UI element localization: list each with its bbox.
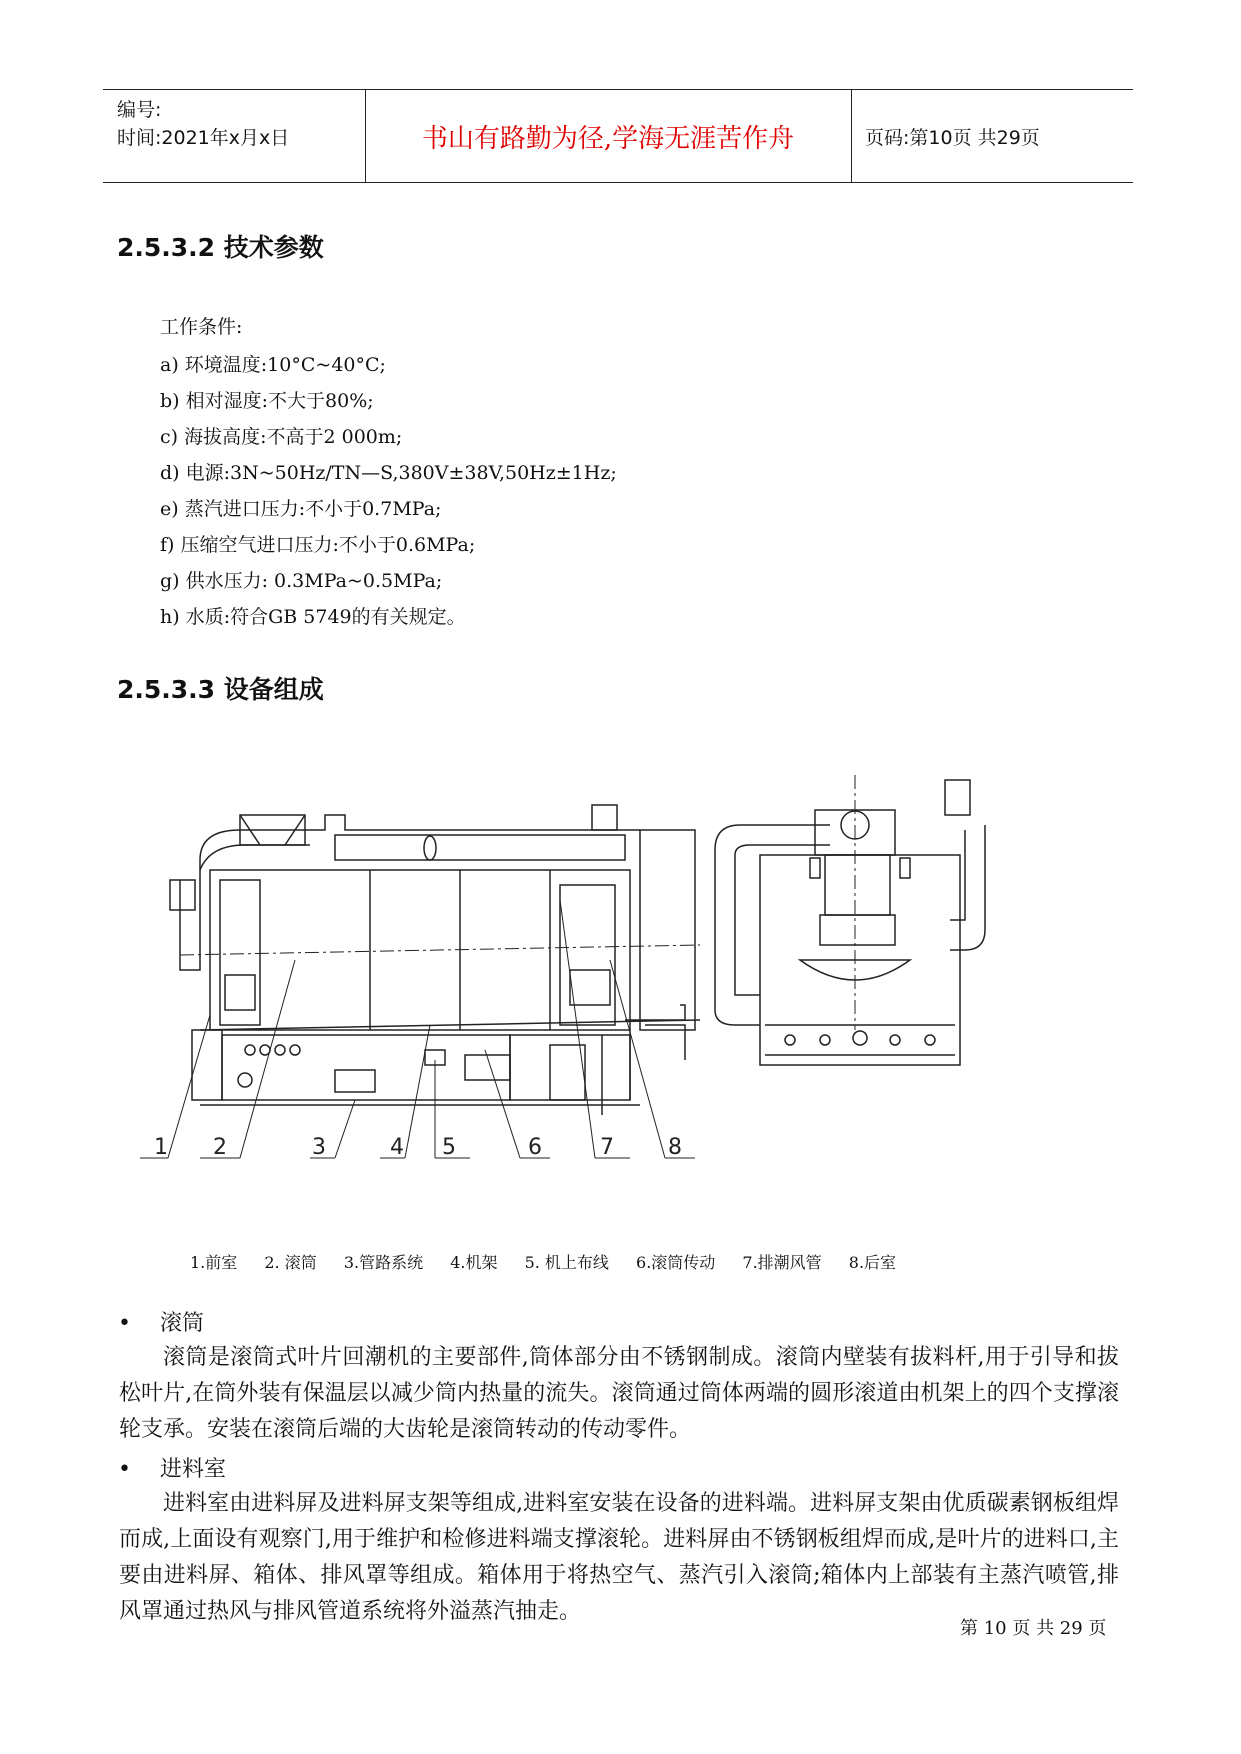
header-divider bbox=[365, 90, 366, 182]
conditions-heading: 工作条件: bbox=[160, 316, 243, 338]
condition-item: g) 供水压力: 0.3MPa~0.5MPa; bbox=[160, 570, 443, 592]
header-divider bbox=[851, 90, 852, 182]
condition-item: a) 环境温度:10°C~40°C; bbox=[160, 354, 386, 376]
callout-number: 2 bbox=[213, 1135, 227, 1160]
bullet-label: 进料室 bbox=[160, 1457, 227, 1482]
condition-item: d) 电源:3N~50Hz/TN—S,380V±38V,50Hz±1Hz; bbox=[160, 462, 617, 484]
section-title-equipment: 2.5.3.3 设备组成 bbox=[117, 675, 324, 704]
caption-item: 5. 机上布线 bbox=[524, 1253, 609, 1272]
header-page-info: 页码:第10页 共29页 bbox=[865, 127, 1040, 149]
bullet-drum bbox=[118, 1306, 204, 1337]
condition-item: e) 蒸汽进口压力:不小于0.7MPa; bbox=[160, 498, 442, 520]
caption-item: 3.管路系统 bbox=[343, 1253, 424, 1272]
bullet-label: 滚筒 bbox=[160, 1311, 205, 1336]
page-header bbox=[103, 89, 1133, 183]
caption-item: 6.滚筒传动 bbox=[636, 1253, 716, 1272]
callout-number: 5 bbox=[442, 1135, 456, 1160]
end-view bbox=[715, 775, 985, 1065]
caption-item: 1.前室 bbox=[190, 1253, 238, 1272]
bullet-dot: • bbox=[118, 1457, 131, 1482]
bullet-feed-chamber bbox=[118, 1452, 226, 1483]
callout-number: 1 bbox=[154, 1135, 168, 1160]
callout-number: 7 bbox=[600, 1135, 614, 1160]
caption-item: 8.后室 bbox=[848, 1253, 897, 1272]
callout-number: 6 bbox=[528, 1135, 542, 1160]
section-title-tech-params: 2.5.3.2 技术参数 bbox=[117, 233, 324, 262]
header-time: 时间:2021年x月x日 bbox=[117, 127, 290, 149]
paragraph-drum: 滚筒是滚筒式叶片回潮机的主要部件,筒体部分由不锈钢制成。滚筒内壁装有拔料杆,用于引导和拔松叶片,在筒外装有保温层以减少筒内热量的流失。滚筒通过筒体两端的圆形滚道由机架上的四个支撑滚轮支承。安装在滚筒后端的大齿轮是滚筒转动的传动零件。 bbox=[119, 1345, 1119, 1442]
caption-item: 2. 滚筒 bbox=[264, 1253, 317, 1272]
header-number: 编号: bbox=[117, 99, 162, 121]
callout-number: 4 bbox=[390, 1135, 404, 1160]
callout-numbers bbox=[154, 1135, 682, 1160]
condition-item: f) 压缩空气进口压力:不小于0.6MPa; bbox=[160, 534, 476, 556]
equipment-drawing bbox=[140, 770, 1130, 1190]
page-footer: 第 10 页 共 29 页 bbox=[960, 1618, 1107, 1639]
callout-number: 8 bbox=[668, 1135, 682, 1160]
figure-caption bbox=[190, 1250, 918, 1273]
bullet-dot: • bbox=[118, 1311, 131, 1336]
header-meta bbox=[117, 96, 289, 152]
callout-number: 3 bbox=[312, 1135, 326, 1160]
caption-item: 4.机架 bbox=[450, 1253, 498, 1272]
paragraph-feed-chamber: 进料室由进料屏及进料屏支架等组成,进料室安装在设备的进料端。进料屏支架由优质碳素钢板组焊而成,上面设有观察门,用于维护和检修进料端支撑滚轮。进料屏由不锈钢板组焊而成,是叶片的进料口,主要由进料屏、箱体、排风罩等组成。箱体用于将热空气、蒸汽引入滚筒;箱体内上部装有主蒸汽喷管,排风罩通过热风与排风管道系统将外溢蒸汽抽走。 bbox=[119, 1491, 1119, 1624]
condition-item: c) 海拔高度:不高于2 000m; bbox=[160, 426, 403, 448]
condition-item: h) 水质:符合GB 5749的有关规定。 bbox=[160, 606, 466, 628]
condition-item: b) 相对湿度:不大于80%; bbox=[160, 390, 374, 412]
caption-item: 7.排潮风管 bbox=[742, 1253, 822, 1272]
header-motto: 书山有路勤为径,学海无涯苦作舟 bbox=[421, 124, 795, 154]
